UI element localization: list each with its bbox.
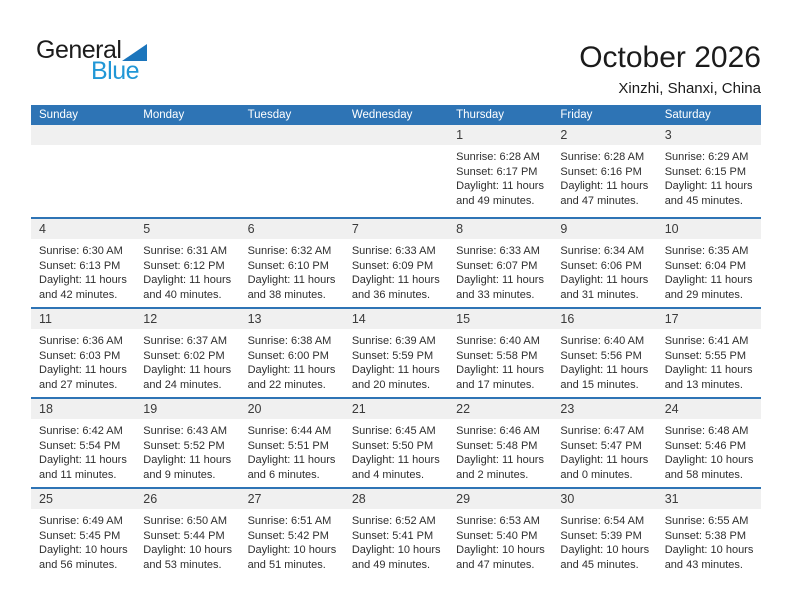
day-info-line: Daylight: 10 hours	[143, 544, 232, 556]
day-cell	[240, 399, 344, 487]
day-info-line: Sunrise: 6:36 AM	[39, 335, 123, 347]
day-info	[344, 329, 448, 392]
day-info-line: Sunset: 5:39 PM	[560, 529, 642, 542]
day-info-line: Sunrise: 6:44 AM	[247, 425, 332, 437]
day-info-line: Sunrise: 6:31 AM	[143, 245, 228, 257]
day-info	[448, 329, 552, 392]
day-info-line: Daylight: 11 hours	[143, 274, 232, 286]
weekday-header-cell: Thursday	[456, 109, 505, 121]
day-info-line: Daylight: 11 hours	[143, 364, 232, 376]
day-info-line: and 45 minutes.	[664, 194, 743, 207]
day-cell	[448, 219, 552, 307]
day-info-line: Sunrise: 6:55 AM	[664, 515, 749, 527]
day-info-line: Sunrise: 6:41 AM	[664, 335, 749, 347]
day-number: 11	[39, 312, 52, 326]
day-number: 23	[560, 402, 575, 416]
week-row	[31, 125, 761, 217]
day-info-line: Sunset: 6:10 PM	[247, 259, 329, 272]
day-number-band	[135, 399, 239, 419]
day-info-line: Sunset: 5:51 PM	[247, 439, 329, 452]
day-info-line: Sunrise: 6:42 AM	[39, 425, 123, 437]
day-info	[31, 145, 135, 150]
day-info-line: Sunrise: 6:52 AM	[351, 515, 436, 527]
day-info-line: Sunset: 6:07 PM	[456, 259, 538, 272]
day-info-line: Sunrise: 6:34 AM	[560, 245, 645, 257]
day-cell	[31, 219, 135, 307]
day-info-line: Sunrise: 6:45 AM	[351, 425, 436, 437]
day-info	[344, 145, 448, 150]
calendar-weeks	[31, 125, 761, 577]
day-info-line: Sunrise: 6:53 AM	[456, 515, 540, 527]
week-row	[31, 487, 761, 577]
week-row	[31, 307, 761, 397]
day-info-line: and 31 minutes.	[560, 288, 639, 301]
day-info-line: and 22 minutes.	[247, 378, 326, 391]
day-cell	[344, 309, 448, 397]
day-info-line: and 33 minutes.	[456, 288, 535, 301]
day-info-line: Sunrise: 6:29 AM	[664, 151, 749, 163]
day-cell	[552, 309, 656, 397]
day-number-band	[31, 219, 135, 239]
day-number: 8	[456, 222, 464, 236]
day-info-line: Sunset: 5:40 PM	[456, 529, 538, 542]
weekday-header-cell: Saturday	[664, 109, 711, 121]
day-info-line: Sunrise: 6:49 AM	[39, 515, 123, 527]
day-info-line: Daylight: 11 hours	[560, 180, 649, 192]
month-title: October 2026	[579, 41, 761, 74]
day-info-line: Sunrise: 6:28 AM	[560, 151, 645, 163]
day-cell	[448, 489, 552, 577]
day-info-line: Sunset: 6:00 PM	[247, 349, 329, 362]
day-info-line: Sunset: 6:12 PM	[143, 259, 225, 272]
day-info-line: Daylight: 11 hours	[664, 274, 753, 286]
day-cell	[657, 399, 761, 487]
day-info-line: and 13 minutes.	[664, 378, 743, 391]
day-info	[657, 329, 761, 392]
day-info-line: Sunrise: 6:37 AM	[143, 335, 228, 347]
day-number-band	[135, 125, 239, 145]
day-number: 13	[247, 312, 262, 326]
day-info-line: Daylight: 11 hours	[456, 454, 544, 466]
day-info-line: and 17 minutes.	[456, 378, 535, 391]
day-info	[448, 419, 552, 482]
day-info-line: Sunset: 5:56 PM	[560, 349, 642, 362]
day-number: 21	[351, 402, 366, 416]
day-info-line: and 47 minutes.	[560, 194, 639, 207]
day-number: 24	[664, 402, 679, 416]
day-number: 18	[39, 402, 53, 416]
day-info-line: Daylight: 10 hours	[39, 544, 128, 556]
day-info-line: Sunrise: 6:40 AM	[456, 335, 540, 347]
day-cell	[657, 125, 761, 217]
day-number: 29	[456, 492, 471, 506]
day-info-line: and 49 minutes.	[351, 558, 431, 571]
day-info	[552, 509, 656, 572]
day-number-band	[344, 309, 448, 329]
day-info-line: Sunset: 6:02 PM	[143, 349, 225, 362]
day-info	[657, 145, 761, 208]
day-number-band	[552, 489, 656, 509]
week-row	[31, 397, 761, 487]
day-info-line: and 0 minutes.	[560, 468, 633, 481]
day-info-line: Daylight: 11 hours	[39, 274, 127, 286]
day-info	[240, 145, 344, 150]
weekday-header-cell: Tuesday	[247, 109, 292, 121]
day-number: 27	[247, 492, 262, 506]
day-info-line: Sunrise: 6:43 AM	[143, 425, 228, 437]
day-info-line: Daylight: 10 hours	[456, 544, 545, 556]
day-info-line: Sunset: 5:46 PM	[664, 439, 747, 452]
day-info-line: Daylight: 11 hours	[247, 454, 336, 466]
day-cell	[135, 399, 239, 487]
day-number: 6	[247, 222, 255, 236]
day-info-line: Daylight: 10 hours	[664, 544, 754, 556]
weekday-header-cell: Friday	[560, 109, 593, 121]
day-cell	[135, 219, 239, 307]
day-info-line: Daylight: 10 hours	[247, 544, 337, 556]
day-info-line: Daylight: 11 hours	[351, 274, 440, 286]
day-info-line: Sunrise: 6:35 AM	[664, 245, 749, 257]
day-number: 1	[456, 128, 464, 142]
day-number-band	[31, 489, 135, 509]
day-info-line: and 6 minutes.	[247, 468, 320, 481]
day-info-line: Sunset: 6:15 PM	[664, 165, 747, 178]
day-number: 2	[560, 128, 568, 142]
day-info-line: and 38 minutes.	[247, 288, 326, 301]
day-info-line: and 43 minutes.	[664, 558, 743, 571]
day-number-band	[657, 489, 761, 509]
day-info-line: Daylight: 11 hours	[664, 180, 753, 192]
day-info	[240, 419, 344, 482]
day-info	[135, 329, 239, 392]
day-cell	[240, 309, 344, 397]
day-info-line: Daylight: 10 hours	[664, 454, 754, 466]
day-info	[448, 145, 552, 208]
day-info-line: Sunrise: 6:38 AM	[247, 335, 332, 347]
day-info-line: Daylight: 10 hours	[560, 544, 650, 556]
day-info	[344, 509, 448, 572]
day-number-band	[31, 125, 135, 145]
day-info-line: Sunset: 6:09 PM	[351, 259, 434, 272]
day-number-band	[344, 219, 448, 239]
day-info-line: Sunset: 6:06 PM	[560, 259, 642, 272]
day-info-line: Sunset: 5:47 PM	[560, 439, 642, 452]
day-info-line: Sunset: 5:48 PM	[456, 439, 538, 452]
day-info	[448, 509, 552, 572]
day-info-line: and 51 minutes.	[247, 558, 326, 571]
day-number-band	[448, 125, 552, 145]
day-info-line: Daylight: 11 hours	[351, 454, 440, 466]
day-number-band	[135, 309, 239, 329]
day-info-line: Daylight: 11 hours	[560, 454, 649, 466]
day-info-line: Daylight: 11 hours	[351, 364, 440, 376]
day-info-line: Sunset: 6:16 PM	[560, 165, 642, 178]
day-cell	[448, 399, 552, 487]
day-cell	[657, 219, 761, 307]
day-number-band	[657, 309, 761, 329]
day-cell	[31, 489, 135, 577]
day-info-line: Sunset: 5:55 PM	[664, 349, 747, 362]
day-cell	[344, 399, 448, 487]
day-info-line: and 40 minutes.	[143, 288, 222, 301]
day-cell	[135, 489, 239, 577]
day-info	[240, 239, 344, 302]
day-info-line: and 53 minutes.	[143, 558, 222, 571]
empty-day-cell	[240, 125, 344, 217]
day-info-line: Daylight: 11 hours	[456, 364, 544, 376]
day-info	[240, 509, 344, 572]
day-info-line: Sunset: 5:42 PM	[247, 529, 329, 542]
day-info-line: and 45 minutes.	[560, 558, 639, 571]
day-number: 25	[39, 492, 53, 506]
day-number: 31	[664, 492, 679, 506]
day-number: 9	[560, 222, 568, 236]
day-number: 15	[456, 312, 471, 326]
day-cell	[240, 219, 344, 307]
day-info-line: and 29 minutes.	[664, 288, 743, 301]
day-number: 28	[351, 492, 366, 506]
day-info-line: Daylight: 11 hours	[143, 454, 232, 466]
day-number-band	[448, 489, 552, 509]
day-info-line: Sunset: 5:50 PM	[351, 439, 434, 452]
day-info-line: Sunset: 6:17 PM	[456, 165, 538, 178]
day-number-band	[31, 309, 135, 329]
day-info-line: Daylight: 11 hours	[664, 364, 753, 376]
empty-day-cell	[135, 125, 239, 217]
empty-day-cell	[31, 125, 135, 217]
day-number-band	[240, 399, 344, 419]
day-cell	[552, 399, 656, 487]
day-info-line: and 49 minutes.	[456, 194, 535, 207]
day-info-line: and 9 minutes.	[143, 468, 216, 481]
day-number-band	[448, 219, 552, 239]
day-info	[657, 509, 761, 572]
day-info-line: and 11 minutes.	[39, 468, 117, 481]
day-number: 26	[143, 492, 158, 506]
day-number-band	[448, 399, 552, 419]
day-number-band	[552, 219, 656, 239]
logo-text-general: General	[36, 36, 122, 64]
logo-text-blue: Blue	[91, 57, 140, 85]
day-info-line: Sunrise: 6:47 AM	[560, 425, 645, 437]
day-number: 5	[143, 222, 151, 236]
day-info-line: and 4 minutes.	[351, 468, 424, 481]
day-info	[135, 509, 239, 572]
weekday-header-row	[31, 105, 761, 125]
day-info-line: Daylight: 11 hours	[39, 364, 127, 376]
calendar-table	[31, 105, 761, 577]
day-info-line: Sunset: 5:41 PM	[351, 529, 434, 542]
day-cell	[657, 489, 761, 577]
day-info	[135, 419, 239, 482]
day-info-line: and 20 minutes.	[351, 378, 431, 391]
day-number-band	[448, 309, 552, 329]
day-number-band	[657, 399, 761, 419]
day-number-band	[31, 399, 135, 419]
day-info	[31, 329, 135, 392]
day-number-band	[240, 489, 344, 509]
weekday-header-cell: Wednesday	[351, 109, 413, 121]
day-info	[135, 239, 239, 302]
day-info-line: Sunrise: 6:51 AM	[247, 515, 332, 527]
day-number-band	[240, 125, 344, 145]
weekday-header-cell: Monday	[143, 109, 185, 121]
day-cell	[240, 489, 344, 577]
day-number: 20	[247, 402, 262, 416]
day-number-band	[240, 309, 344, 329]
day-number-band	[344, 489, 448, 509]
day-number-band	[344, 125, 448, 145]
day-info-line: Sunset: 5:54 PM	[39, 439, 121, 452]
day-info-line: Daylight: 11 hours	[247, 274, 336, 286]
day-number-band	[344, 399, 448, 419]
day-info-line: Sunrise: 6:40 AM	[560, 335, 645, 347]
day-number-band	[657, 125, 761, 145]
day-cell	[344, 219, 448, 307]
day-info-line: and 15 minutes.	[560, 378, 639, 391]
day-info-line: and 47 minutes.	[456, 558, 535, 571]
day-cell	[448, 309, 552, 397]
day-number: 22	[456, 402, 471, 416]
day-info-line: Daylight: 11 hours	[456, 274, 544, 286]
day-number-band	[135, 489, 239, 509]
day-info	[552, 239, 656, 302]
day-info	[344, 239, 448, 302]
day-info-line: Sunset: 6:04 PM	[664, 259, 747, 272]
day-info-line: Sunset: 5:38 PM	[664, 529, 747, 542]
day-info-line: Sunset: 6:13 PM	[39, 259, 121, 272]
day-number: 17	[664, 312, 679, 326]
day-number-band	[657, 219, 761, 239]
empty-day-cell	[344, 125, 448, 217]
day-info-line: Sunset: 5:45 PM	[39, 529, 121, 542]
day-info	[448, 239, 552, 302]
day-info-line: Daylight: 11 hours	[456, 180, 544, 192]
day-cell	[344, 489, 448, 577]
day-info	[552, 329, 656, 392]
day-number: 12	[143, 312, 158, 326]
day-info-line: Sunrise: 6:28 AM	[456, 151, 540, 163]
day-number: 10	[664, 222, 679, 236]
day-cell	[552, 125, 656, 217]
day-info-line: Sunset: 5:59 PM	[351, 349, 434, 362]
day-info-line: Sunrise: 6:33 AM	[351, 245, 436, 257]
day-cell	[31, 399, 135, 487]
day-cell	[135, 309, 239, 397]
day-cell	[552, 219, 656, 307]
day-number-band	[552, 125, 656, 145]
day-number: 4	[39, 222, 46, 236]
day-info-line: Sunset: 6:03 PM	[39, 349, 121, 362]
day-info-line: and 56 minutes.	[39, 558, 118, 571]
day-number: 14	[351, 312, 366, 326]
day-info-line: and 36 minutes.	[351, 288, 431, 301]
day-info-line: Daylight: 10 hours	[351, 544, 441, 556]
day-number-band	[552, 309, 656, 329]
general-blue-logo	[36, 36, 147, 85]
day-cell	[657, 309, 761, 397]
day-cell	[552, 489, 656, 577]
day-info-line: Sunset: 5:52 PM	[143, 439, 225, 452]
day-info	[31, 509, 135, 572]
day-info	[552, 419, 656, 482]
day-info-line: and 27 minutes.	[39, 378, 118, 391]
day-number: 16	[560, 312, 575, 326]
day-info-line: Daylight: 11 hours	[560, 274, 649, 286]
title-block	[579, 42, 761, 97]
day-info-line: and 2 minutes.	[456, 468, 529, 481]
day-number-band	[135, 219, 239, 239]
location-subtitle: Xinzhi, Shanxi, China	[618, 80, 761, 97]
day-number: 19	[143, 402, 158, 416]
day-info	[344, 419, 448, 482]
day-number-band	[552, 399, 656, 419]
day-info	[31, 419, 135, 482]
week-row	[31, 217, 761, 307]
day-info	[657, 419, 761, 482]
day-info	[552, 145, 656, 208]
day-info	[135, 145, 239, 150]
day-info-line: Sunrise: 6:30 AM	[39, 245, 123, 257]
day-cell	[31, 309, 135, 397]
day-info-line: and 58 minutes.	[664, 468, 743, 481]
day-info-line: Sunrise: 6:32 AM	[247, 245, 332, 257]
day-number: 7	[351, 222, 359, 236]
day-info-line: Daylight: 11 hours	[560, 364, 649, 376]
day-info	[31, 239, 135, 302]
day-number: 30	[560, 492, 575, 506]
day-info-line: Sunrise: 6:48 AM	[664, 425, 749, 437]
day-info	[240, 329, 344, 392]
day-number-band	[240, 219, 344, 239]
day-info-line: Sunset: 5:58 PM	[456, 349, 538, 362]
day-info-line: and 24 minutes.	[143, 378, 222, 391]
day-info-line: and 42 minutes.	[39, 288, 118, 301]
day-info-line: Sunrise: 6:46 AM	[456, 425, 540, 437]
day-info	[657, 239, 761, 302]
day-info-line: Sunrise: 6:33 AM	[456, 245, 540, 257]
day-info-line: Sunrise: 6:50 AM	[143, 515, 228, 527]
day-info-line: Sunrise: 6:39 AM	[351, 335, 436, 347]
day-cell	[448, 125, 552, 217]
day-info-line: Sunrise: 6:54 AM	[560, 515, 645, 527]
day-info-line: Sunset: 5:44 PM	[143, 529, 225, 542]
weekday-header-cell: Sunday	[39, 109, 79, 121]
day-info-line: Daylight: 11 hours	[39, 454, 127, 466]
day-number: 3	[664, 128, 672, 142]
day-info-line: Daylight: 11 hours	[247, 364, 336, 376]
